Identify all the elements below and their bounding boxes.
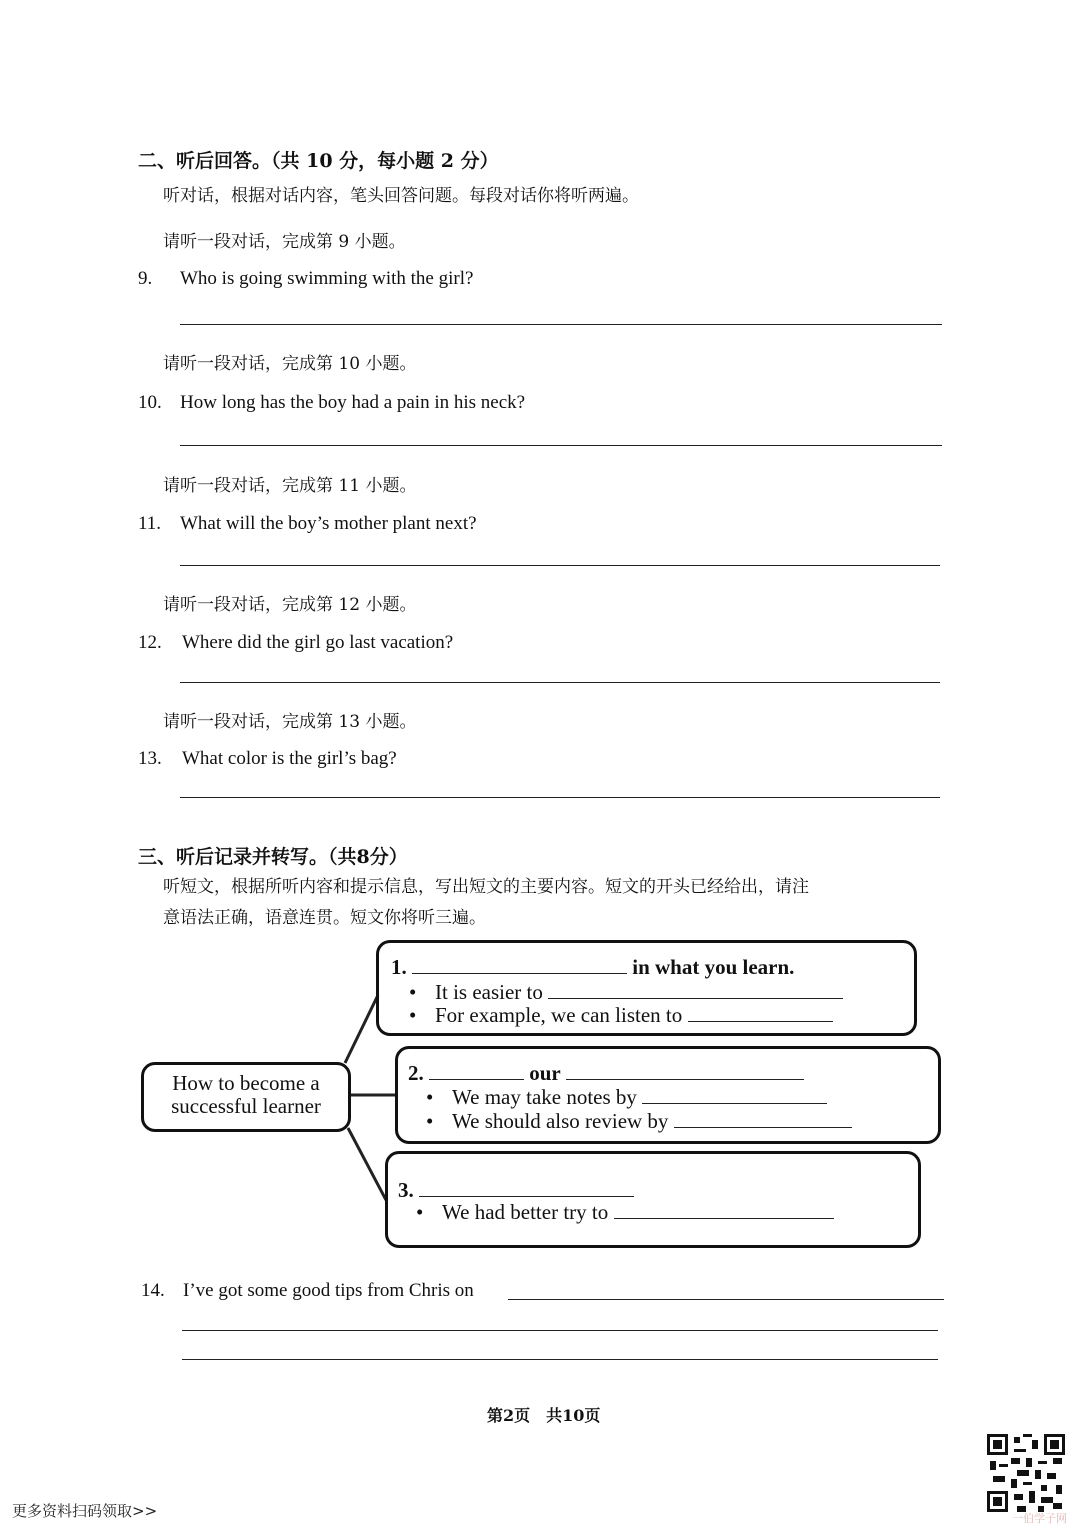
bullet-text: We may take notes by <box>452 1085 637 1109</box>
blank[interactable] <box>566 1061 804 1080</box>
question-number: 13. <box>138 748 162 769</box>
section3-instruction: 听短文，根据所听内容和提示信息，写出短文的主要内容。短文的开头已经给出，请注 <box>163 877 809 897</box>
prompt: 请听一段对话，完成第 10 小题。 <box>163 354 417 374</box>
section3-instruction: 意语法正确，语意连贯。短文你将听三遍。 <box>163 908 486 928</box>
answer-line[interactable] <box>182 1359 938 1360</box>
tip-box-1: 1. in what you learn. • It is easier to • For example, we can listen to <box>376 940 917 1036</box>
question-number: 11. <box>138 513 162 534</box>
center-topic-box <box>141 1062 351 1132</box>
bullet-text: It is easier to <box>435 980 543 1004</box>
question-text: Where did the girl go last vacation? <box>182 632 454 653</box>
tip-box-2: 2. our • We may take notes by • We should also review by <box>395 1046 941 1144</box>
blank[interactable] <box>412 955 627 974</box>
blank[interactable] <box>642 1085 827 1104</box>
center-line: successful learner <box>171 1094 321 1118</box>
tip-heading: in what you learn. <box>632 955 795 979</box>
q14-text: I’ve got some good tips from Chris on <box>183 1280 474 1301</box>
blank[interactable] <box>419 1178 634 1197</box>
question-number: 12. <box>138 632 162 653</box>
answer-line[interactable] <box>508 1299 944 1300</box>
bullet-text: We should also review by <box>452 1109 669 1133</box>
more-resources-link[interactable]: 更多资料扫码领取>> <box>12 1502 158 1520</box>
blank[interactable] <box>548 980 843 999</box>
page-number: 第2页 共10页 <box>487 1406 601 1425</box>
question-number: 9. <box>138 268 153 289</box>
bullet-text: For example, we can listen to <box>435 1003 683 1027</box>
blank[interactable] <box>429 1061 524 1080</box>
watermark: 一伯学子网 <box>1012 1512 1067 1525</box>
prompt: 请听一段对话，完成第 11 小题。 <box>163 476 417 496</box>
prompt: 请听一段对话，完成第 12 小题。 <box>163 595 417 615</box>
tip-number: 3. <box>398 1178 414 1202</box>
question-text: What will the boy’s mother plant next? <box>180 513 477 534</box>
blank[interactable] <box>688 1003 833 1022</box>
tip-number: 1. <box>391 955 407 979</box>
section2-instruction: 听对话，根据对话内容，笔头回答问题。每段对话你将听两遍。 <box>163 186 639 206</box>
tip-box-3: 3. • We had better try to <box>385 1151 921 1248</box>
tip-heading: our <box>529 1061 561 1085</box>
question-number: 10. <box>138 392 162 413</box>
blank[interactable] <box>674 1109 852 1128</box>
tip-number: 2. <box>408 1061 424 1085</box>
prompt: 请听一段对话，完成第 9 小题。 <box>163 232 406 252</box>
blank[interactable] <box>614 1200 834 1219</box>
question-text: How long has the boy had a pain in his neck? <box>180 392 526 413</box>
question-text: What color is the girl’s bag? <box>182 748 397 769</box>
center-line: How to become a <box>172 1071 320 1095</box>
answer-line[interactable] <box>182 1330 938 1331</box>
connector-line <box>348 1128 386 1200</box>
section2-heading: 二、听后回答。（共 10 分，每小题 2 分） <box>138 150 499 172</box>
qr-code-icon[interactable] <box>987 1434 1065 1512</box>
bullet-text: We had better try to <box>442 1200 609 1224</box>
question-text: Who is going swimming with the girl? <box>180 268 474 289</box>
prompt: 请听一段对话，完成第 13 小题。 <box>163 712 417 732</box>
connector-line <box>345 995 378 1063</box>
question-number: 14. <box>141 1280 165 1301</box>
section3-heading: 三、听后记录并转写。（共8分） <box>138 846 408 868</box>
